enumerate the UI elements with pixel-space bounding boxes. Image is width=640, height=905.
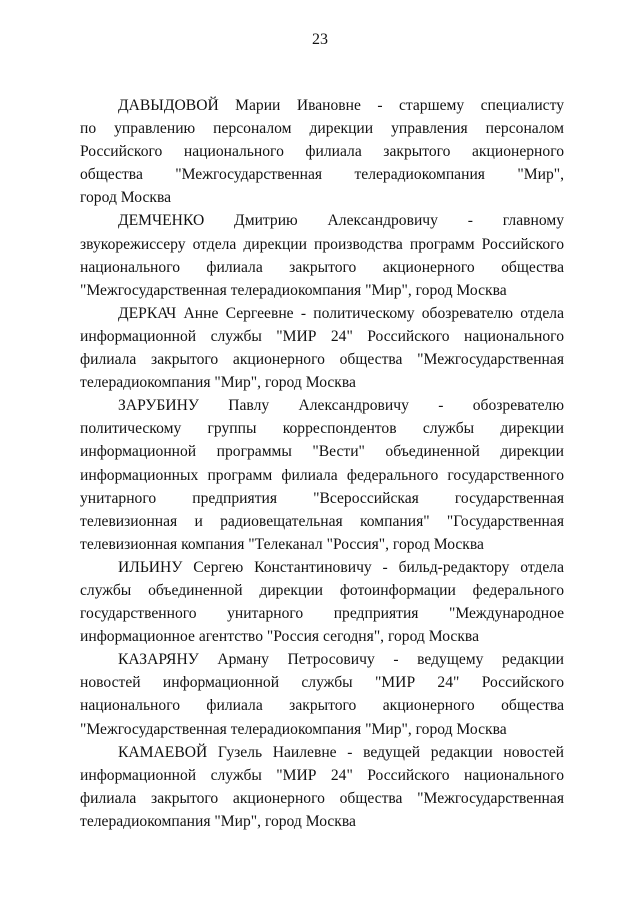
page-number: 23 <box>312 31 328 48</box>
text-line: ЗАРУБИНУ Павлу Александровичу - обозревателю <box>118 397 564 415</box>
award-paragraph <box>80 741 564 833</box>
text-line: информационной службы "МИР 24" Российского национального <box>80 766 564 784</box>
text-line: ДЕРКАЧ Анне Сергеевне - политическому обозревателю отдела <box>118 304 564 322</box>
text-line: город Москва <box>80 189 172 207</box>
text-line: телерадиокомпания "Мир", город Москва <box>80 812 356 830</box>
award-paragraph <box>80 94 564 209</box>
text-line: информационных программ филиала федерального государственного <box>80 466 564 484</box>
text-line: информационной программы "Вести" объединенной дирекции <box>80 443 564 461</box>
text-line: КАЗАРЯНУ Арману Петросовичу - ведущему редакции <box>118 651 564 669</box>
text-line: ИЛЬИНУ Сергею Константиновичу - бильд-редактору отдела <box>118 558 564 576</box>
text-line: телевизионная и радиовещательная компания" "Государственная <box>80 512 564 530</box>
text-line: политическому группы корреспондентов службы дирекции <box>80 420 564 438</box>
text-line: телерадиокомпания "Мир", город Москва <box>80 374 356 392</box>
text-line: унитарного предприятия "Всероссийская государственная <box>80 489 564 507</box>
award-paragraph <box>80 394 564 556</box>
award-paragraph <box>80 209 564 301</box>
text-line: Российского национального филиала закрытого акционерного <box>80 143 564 161</box>
text-line: национального филиала закрытого акционерного общества <box>80 697 564 715</box>
award-paragraph <box>80 648 564 740</box>
text-line: информационной службы "МИР 24" Российского национального <box>80 327 564 345</box>
text-line: информационное агентство "Россия сегодня", город Москва <box>80 628 480 646</box>
text-line: по управлению персоналом дирекции управления персоналом <box>80 120 564 138</box>
text-line: телевизионная компания "Телеканал "Россия", город Москва <box>80 535 484 553</box>
award-paragraph <box>80 556 564 648</box>
text-line: службы объединенной дирекции фотоинформации федерального <box>80 581 564 599</box>
document-body <box>80 94 564 833</box>
text-line: государственного унитарного предприятия "Международное <box>80 605 564 623</box>
text-line: филиала закрытого акционерного общества "Межгосударственная <box>80 789 564 807</box>
text-line: КАМАЕВОЙ Гузель Наилевне - ведущей редакции новостей <box>118 743 564 761</box>
text-line: общества "Межгосударственная телерадиокомпания "Мир", <box>80 166 564 184</box>
text-line: ДЕМЧЕНКО Дмитрию Александровичу - главному <box>118 212 564 230</box>
text-line: "Межгосударственная телерадиокомпания "Мир", город Москва <box>80 281 507 299</box>
text-line: новостей информационной службы "МИР 24" Российского <box>80 674 564 692</box>
text-line: "Межгосударственная телерадиокомпания "Мир", город Москва <box>80 720 507 738</box>
text-line: филиала закрытого акционерного общества "Межгосударственная <box>80 351 564 369</box>
text-line: национального филиала закрытого акционерного общества <box>80 258 564 276</box>
award-paragraph <box>80 302 564 394</box>
text-line: ДАВЫДОВОЙ Марии Ивановне - старшему специалисту <box>118 97 564 114</box>
text-line: звукорежиссеру отдела дирекции производства программ Российского <box>80 235 564 253</box>
